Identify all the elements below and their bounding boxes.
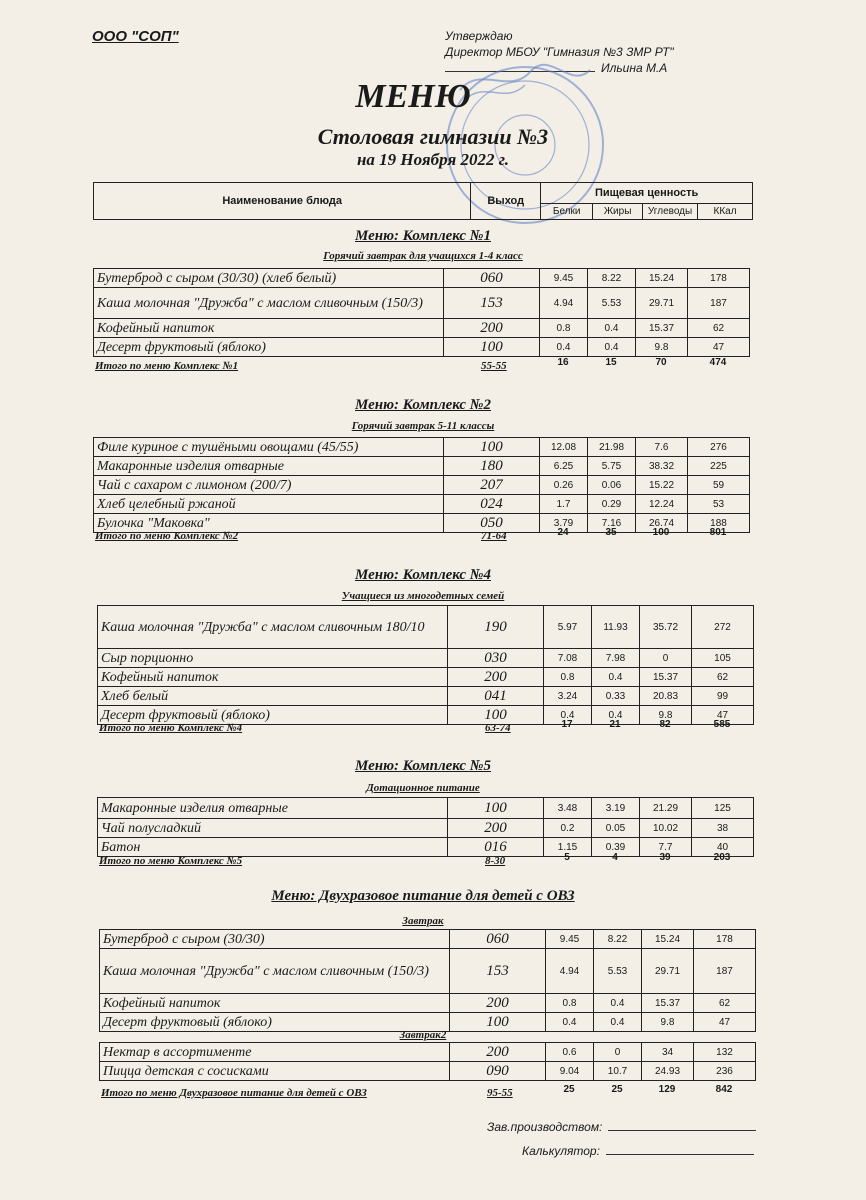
dish-kcal: 53 bbox=[688, 495, 750, 514]
sections-0-rows-table bbox=[93, 268, 750, 357]
menu-date: на 19 Ноября 2022 г. bbox=[356, 150, 509, 169]
dish-proteins: 0.4 bbox=[546, 1013, 594, 1032]
dish-output: 100 bbox=[448, 706, 544, 725]
dish-carbs: 20.83 bbox=[640, 687, 692, 706]
dish-output: 200 bbox=[450, 994, 546, 1013]
dish-carbs: 15.22 bbox=[636, 476, 688, 495]
calculator-label: Калькулятор: bbox=[522, 1144, 600, 1158]
dish-name: Кофейный напиток bbox=[98, 668, 448, 687]
sections-4-rows-table bbox=[99, 929, 756, 1032]
table-row bbox=[94, 476, 750, 495]
section-total-output: 95-55 bbox=[487, 1087, 513, 1099]
sections-1-rows-table bbox=[93, 437, 750, 533]
dish-name: Булочка "Маковка" bbox=[94, 514, 444, 533]
section-total-b: 16 bbox=[557, 357, 569, 368]
dish-proteins: 6.25 bbox=[540, 457, 588, 476]
dish-carbs: 15.24 bbox=[642, 930, 694, 949]
dish-proteins: 9.45 bbox=[540, 269, 588, 288]
dish-kcal: 62 bbox=[688, 319, 750, 338]
dish-name: Каша молочная "Дружба" с маслом сливочным (150/3) bbox=[100, 949, 450, 994]
section-total-output: 71-64 bbox=[481, 530, 507, 542]
production-signature bbox=[487, 1120, 756, 1134]
dish-name: Батон bbox=[98, 838, 448, 857]
dish-output: 090 bbox=[450, 1062, 546, 1081]
dish-carbs: 15.24 bbox=[636, 269, 688, 288]
dish-carbs: 21.29 bbox=[640, 798, 692, 819]
organization-name: ООО "СОП" bbox=[92, 28, 179, 45]
dish-output: 100 bbox=[448, 798, 544, 819]
section-title: Меню: Комплекс №5 bbox=[355, 758, 491, 774]
dish-fats: 21.98 bbox=[588, 438, 636, 457]
dish-carbs: 34 bbox=[642, 1043, 694, 1062]
dish-output: 060 bbox=[444, 269, 540, 288]
dish-output: 016 bbox=[448, 838, 544, 857]
section-total-c: 82 bbox=[659, 719, 671, 730]
section-total-label: Итого по меню Двухразовое питание для детей с ОВЗ bbox=[101, 1087, 367, 1099]
approval-block bbox=[445, 28, 674, 76]
section-total-f: 21 bbox=[609, 719, 621, 730]
dish-proteins: 4.94 bbox=[540, 288, 588, 319]
signature-line bbox=[445, 71, 595, 72]
dish-output: 050 bbox=[444, 514, 540, 533]
dish-fats: 0.4 bbox=[592, 668, 640, 687]
dish-proteins: 1.7 bbox=[540, 495, 588, 514]
section-subtitle: Горячий завтрак 5-11 классы bbox=[351, 420, 495, 432]
dish-proteins: 12.08 bbox=[540, 438, 588, 457]
section-total-label: Итого по меню Комплекс №2 bbox=[95, 530, 239, 542]
dish-carbs: 29.71 bbox=[642, 949, 694, 994]
dish-proteins: 4.94 bbox=[546, 949, 594, 994]
dish-carbs: 9.8 bbox=[636, 338, 688, 357]
dish-carbs: 26.74 bbox=[636, 514, 688, 533]
dish-name: Макаронные изделия отварные bbox=[98, 798, 448, 819]
dish-carbs: 7.7 bbox=[640, 838, 692, 857]
section-total-b: 5 bbox=[564, 852, 570, 863]
menu-title: МЕНЮ bbox=[355, 78, 471, 115]
dish-kcal: 59 bbox=[688, 476, 750, 495]
dish-output: 153 bbox=[450, 949, 546, 994]
dish-fats: 5.53 bbox=[588, 288, 636, 319]
section-total-c: 70 bbox=[655, 357, 667, 368]
dish-fats: 0.33 bbox=[592, 687, 640, 706]
dish-fats: 5.75 bbox=[588, 457, 636, 476]
section-total-f: 15 bbox=[605, 357, 617, 368]
dish-name: Бутерброд с сыром (30/30) bbox=[100, 930, 450, 949]
calculator-line bbox=[606, 1154, 754, 1155]
dish-name: Бутерброд с сыром (30/30) (хлеб белый) bbox=[94, 269, 444, 288]
dish-carbs: 12.24 bbox=[636, 495, 688, 514]
section-total-label: Итого по меню Комплекс №4 bbox=[99, 722, 243, 734]
dish-carbs: 35.72 bbox=[640, 606, 692, 649]
dish-carbs: 7.6 bbox=[636, 438, 688, 457]
dish-name: Кофейный напиток bbox=[100, 994, 450, 1013]
dish-fats: 11.93 bbox=[592, 606, 640, 649]
section-total-b: 25 bbox=[563, 1084, 575, 1095]
dish-name: Макаронные изделия отварные bbox=[94, 457, 444, 476]
dish-fats: 0.4 bbox=[594, 994, 642, 1013]
dish-proteins: 0.26 bbox=[540, 476, 588, 495]
section-title: Меню: Комплекс №4 bbox=[355, 567, 491, 583]
dish-fats: 5.53 bbox=[594, 949, 642, 994]
dish-proteins: 0.2 bbox=[544, 819, 592, 838]
column-proteins-header: Белки bbox=[541, 203, 593, 219]
table-row bbox=[100, 994, 756, 1013]
table-row bbox=[94, 288, 750, 319]
dish-proteins: 3.79 bbox=[540, 514, 588, 533]
column-name-header: Наименование блюда bbox=[94, 183, 471, 220]
section-subtitle: Горячий завтрак для учащихся 1-4 класс bbox=[323, 250, 523, 262]
dish-proteins: 9.04 bbox=[546, 1062, 594, 1081]
dish-output: 100 bbox=[444, 338, 540, 357]
dish-output: 100 bbox=[444, 438, 540, 457]
table-row bbox=[100, 949, 756, 994]
dish-name: Пицца детская с сосисками bbox=[100, 1062, 450, 1081]
dish-output: 200 bbox=[448, 668, 544, 687]
dish-proteins: 0.8 bbox=[544, 668, 592, 687]
dish-kcal: 47 bbox=[688, 338, 750, 357]
section-subtitle: Учащиеся из многодетных семей bbox=[341, 590, 505, 602]
dish-proteins: 5.97 bbox=[544, 606, 592, 649]
table-row bbox=[94, 438, 750, 457]
dish-output: 100 bbox=[450, 1013, 546, 1032]
dish-name: Филе куриное с тушёными овощами (45/55) bbox=[94, 438, 444, 457]
dish-output: 200 bbox=[450, 1043, 546, 1062]
section-total-f: 4 bbox=[612, 852, 618, 863]
dish-name: Сыр порционно bbox=[98, 649, 448, 668]
dish-output: 180 bbox=[444, 457, 540, 476]
dish-proteins: 3.24 bbox=[544, 687, 592, 706]
table-row bbox=[94, 495, 750, 514]
dish-carbs: 24.93 bbox=[642, 1062, 694, 1081]
dish-name: Каша молочная "Дружба" с маслом сливочным 180/10 bbox=[98, 606, 448, 649]
dish-name: Десерт фруктовый (яблоко) bbox=[94, 338, 444, 357]
section-total-k: 842 bbox=[715, 1084, 733, 1095]
dish-output: 207 bbox=[444, 476, 540, 495]
dish-kcal: 187 bbox=[694, 949, 756, 994]
dish-fats: 0.4 bbox=[592, 706, 640, 725]
column-nutrition-header: Пищевая ценность bbox=[541, 183, 753, 204]
dish-output: 041 bbox=[448, 687, 544, 706]
dish-fats: 8.22 bbox=[594, 930, 642, 949]
dish-name: Нектар в ассортименте bbox=[100, 1043, 450, 1062]
dish-fats: 0.05 bbox=[592, 819, 640, 838]
dish-carbs: 9.8 bbox=[640, 706, 692, 725]
dish-fats: 10.7 bbox=[594, 1062, 642, 1081]
section-title: Меню: Комплекс №2 bbox=[355, 397, 491, 413]
dish-carbs: 38.32 bbox=[636, 457, 688, 476]
dish-fats: 7.98 bbox=[592, 649, 640, 668]
table-row bbox=[94, 319, 750, 338]
sections-4-rows2-table bbox=[99, 1042, 756, 1081]
dish-name: Каша молочная "Дружба" с маслом сливочным (150/3) bbox=[94, 288, 444, 319]
dish-fats: 0.06 bbox=[588, 476, 636, 495]
section-subtitle-2: Завтрак2 bbox=[399, 1029, 447, 1041]
dish-fats: 3.19 bbox=[592, 798, 640, 819]
dish-output: 200 bbox=[444, 319, 540, 338]
table-row bbox=[94, 269, 750, 288]
dish-name: Десерт фруктовый (яблоко) bbox=[100, 1013, 450, 1032]
dish-kcal: 38 bbox=[692, 819, 754, 838]
dish-carbs: 9.8 bbox=[642, 1013, 694, 1032]
section-total-output: 55-55 bbox=[481, 360, 507, 372]
section-total-label: Итого по меню Комплекс №5 bbox=[99, 855, 243, 867]
dish-name: Чай полусладкий bbox=[98, 819, 448, 838]
section-total-c: 100 bbox=[652, 527, 670, 538]
table-row bbox=[98, 668, 754, 687]
dish-proteins: 0.8 bbox=[540, 319, 588, 338]
dish-proteins: 1.15 bbox=[544, 838, 592, 857]
dish-fats: 8.22 bbox=[588, 269, 636, 288]
dish-kcal: 225 bbox=[688, 457, 750, 476]
dish-name: Хлеб белый bbox=[98, 687, 448, 706]
table-row bbox=[94, 338, 750, 357]
sections-3-rows-table bbox=[97, 797, 754, 857]
section-total-f: 25 bbox=[611, 1084, 623, 1095]
approve-label: Утверждаю bbox=[445, 29, 513, 43]
approve-name: Ильина М.А bbox=[601, 61, 668, 75]
dish-output: 024 bbox=[444, 495, 540, 514]
dish-kcal: 47 bbox=[692, 706, 754, 725]
section-total-b: 24 bbox=[557, 527, 569, 538]
dish-name: Кофейный напиток bbox=[94, 319, 444, 338]
dish-kcal: 40 bbox=[692, 838, 754, 857]
section-total-k: 474 bbox=[709, 357, 727, 368]
dish-name: Хлеб целебный ржаной bbox=[94, 495, 444, 514]
section-subtitle: Завтрак bbox=[402, 915, 444, 927]
sections-2-rows-table bbox=[97, 605, 754, 725]
dish-kcal: 272 bbox=[692, 606, 754, 649]
dish-kcal: 62 bbox=[694, 994, 756, 1013]
dish-kcal: 178 bbox=[688, 269, 750, 288]
section-subtitle: Дотационное питание bbox=[366, 782, 480, 794]
column-output-header: Выход bbox=[471, 183, 541, 220]
table-row bbox=[98, 798, 754, 819]
section-total-label: Итого по меню Комплекс №1 bbox=[95, 360, 239, 372]
dish-fats: 0 bbox=[594, 1043, 642, 1062]
section-total-b: 17 bbox=[561, 719, 573, 730]
dish-kcal: 178 bbox=[694, 930, 756, 949]
dish-kcal: 276 bbox=[688, 438, 750, 457]
dish-kcal: 62 bbox=[692, 668, 754, 687]
calculator-signature bbox=[522, 1144, 754, 1158]
dish-carbs: 10.02 bbox=[640, 819, 692, 838]
dish-fats: 0.29 bbox=[588, 495, 636, 514]
table-row bbox=[98, 606, 754, 649]
table-row bbox=[100, 1062, 756, 1081]
section-total-k: 203 bbox=[713, 852, 731, 863]
approve-position: Директор МБОУ "Гимназия №3 ЗМР РТ" bbox=[445, 45, 674, 59]
dish-kcal: 132 bbox=[694, 1043, 756, 1062]
dish-output: 153 bbox=[444, 288, 540, 319]
dish-output: 200 bbox=[448, 819, 544, 838]
dish-proteins: 0.6 bbox=[546, 1043, 594, 1062]
dish-fats: 7.16 bbox=[588, 514, 636, 533]
dish-proteins: 0.8 bbox=[546, 994, 594, 1013]
dish-output: 190 bbox=[448, 606, 544, 649]
table-row bbox=[94, 457, 750, 476]
dish-carbs: 29.71 bbox=[636, 288, 688, 319]
dish-proteins: 0.4 bbox=[544, 706, 592, 725]
approve-signature-row bbox=[445, 60, 674, 76]
dish-output: 030 bbox=[448, 649, 544, 668]
production-label: Зав.производством: bbox=[487, 1120, 603, 1134]
section-total-c: 39 bbox=[659, 852, 671, 863]
table-row bbox=[98, 687, 754, 706]
section-total-c: 129 bbox=[658, 1084, 676, 1095]
dish-name: Чай с сахаром с лимоном (200/7) bbox=[94, 476, 444, 495]
dish-carbs: 0 bbox=[640, 649, 692, 668]
dish-fats: 0.4 bbox=[594, 1013, 642, 1032]
dish-output: 060 bbox=[450, 930, 546, 949]
section-total-k: 801 bbox=[709, 527, 727, 538]
section-total-output: 8-30 bbox=[485, 855, 506, 867]
dish-name: Десерт фруктовый (яблоко) bbox=[98, 706, 448, 725]
dish-fats: 0.39 bbox=[592, 838, 640, 857]
dish-proteins: 9.45 bbox=[546, 930, 594, 949]
column-fats-header: Жиры bbox=[593, 203, 643, 219]
dish-proteins: 7.08 bbox=[544, 649, 592, 668]
dish-kcal: 188 bbox=[688, 514, 750, 533]
dish-kcal: 187 bbox=[688, 288, 750, 319]
column-header-table bbox=[93, 182, 753, 220]
dish-kcal: 125 bbox=[692, 798, 754, 819]
dish-kcal: 99 bbox=[692, 687, 754, 706]
dish-kcal: 105 bbox=[692, 649, 754, 668]
section-title: Меню: Двухразовое питание для детей с ОВЗ bbox=[271, 888, 575, 904]
dish-carbs: 15.37 bbox=[640, 668, 692, 687]
dish-proteins: 0.4 bbox=[540, 338, 588, 357]
table-row bbox=[98, 819, 754, 838]
column-kcal-header: ККал bbox=[698, 203, 753, 219]
section-total-f: 35 bbox=[605, 527, 617, 538]
dish-fats: 0.4 bbox=[588, 338, 636, 357]
dish-proteins: 3.48 bbox=[544, 798, 592, 819]
dish-fats: 0.4 bbox=[588, 319, 636, 338]
menu-subtitle: Столовая гимназии №3 bbox=[317, 124, 549, 149]
production-line bbox=[608, 1130, 756, 1131]
table-row bbox=[100, 930, 756, 949]
section-total-output: 63-74 bbox=[485, 722, 511, 734]
dish-carbs: 15.37 bbox=[636, 319, 688, 338]
table-row bbox=[100, 1043, 756, 1062]
section-title: Меню: Комплекс №1 bbox=[355, 228, 491, 244]
section-total-k: 585 bbox=[713, 719, 731, 730]
dish-kcal: 236 bbox=[694, 1062, 756, 1081]
column-carbs-header: Углеводы bbox=[643, 203, 698, 219]
dish-carbs: 15.37 bbox=[642, 994, 694, 1013]
dish-kcal: 47 bbox=[694, 1013, 756, 1032]
table-row bbox=[98, 649, 754, 668]
